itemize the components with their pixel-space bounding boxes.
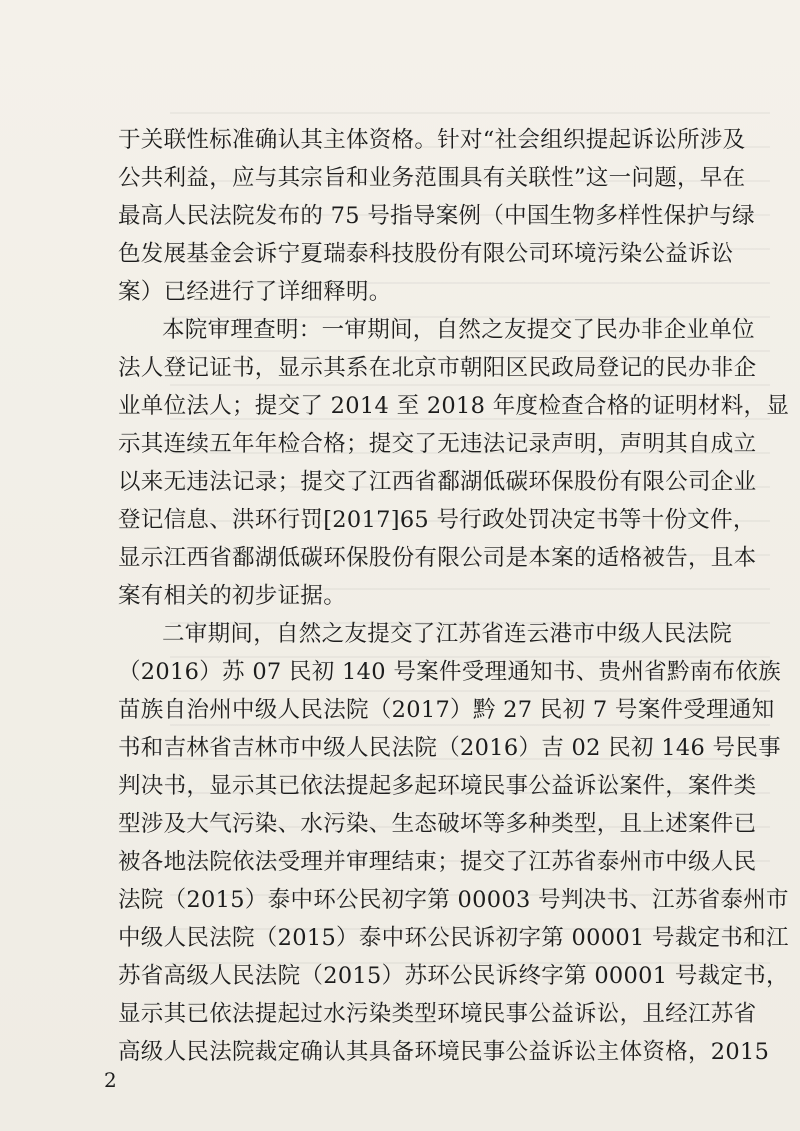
text-line: 以来无违法记录；提交了江西省鄱湖低碳环保股份有限公司企业 [118,469,757,495]
text-line: 书和吉林省吉林市中级人民法院（2016）吉 02 民初 146 号民事 [118,735,781,761]
text-line: 中级人民法院（2015）泰中环公民诉初字第 00001 号裁定书和江 [118,925,789,951]
text-line: 苗族自治州中级人民法院（2017）黔 27 民初 7 号案件受理通知 [118,697,775,723]
text-line: 型涉及大气污染、水污染、生态破坏等多种类型，且上述案件已 [118,811,757,837]
text-line: 法人登记证书，显示其系在北京市朝阳区民政局登记的民办非企 [118,355,757,381]
text-line: 案）已经进行了详细释明。 [118,279,392,305]
text-line: 色发展基金会诉宁夏瑞泰科技股份有限公司环境污染公益诉讼 [118,241,734,267]
text-line: 高级人民法院裁定确认其具备环境民事公益诉讼主体资格，2015 [118,1039,770,1065]
text-line: 登记信息、洪环行罚[2017]65 号行政处罚决定书等十份文件， [118,507,756,533]
text-line: 显示其已依法提起过水污染类型环境民事公益诉讼，且经江苏省 [118,1001,757,1027]
text-line: 业单位法人；提交了 2014 至 2018 年度检查合格的证明材料，显 [118,393,790,419]
text-line: 示其连续五年年检合格；提交了无违法记录声明，声明其自成立 [118,431,757,457]
text-line: 于关联性标准确认其主体资格。针对“社会组织提起诉讼所涉及 [118,127,746,153]
text-line: 法院（2015）泰中环公民初字第 00003 号判决书、江苏省泰州市 [118,887,789,913]
text-line: 判决书，显示其已依法提起多起环境民事公益诉讼案件，案件类 [118,773,757,799]
text-line: 苏省高级人民法院（2015）苏环公民诉终字第 00001 号裁定书， [118,963,789,989]
text-line: （2016）苏 07 民初 140 号案件受理通知书、贵州省黔南布依族 [118,659,781,685]
text-line: 被各地法院依法受理并审理结束；提交了江苏省泰州市中级人民 [118,849,757,875]
paragraph-start-line: 二审期间，自然之友提交了江苏省连云港市中级人民法院 [162,621,733,647]
text-line: 显示江西省鄱湖低碳环保股份有限公司是本案的适格被告，且本 [118,545,757,571]
page-number: 2 [104,1068,117,1092]
text-line: 案有相关的初步证据。 [118,583,347,609]
text-line: 最高人民法院发布的 75 号指导案例（中国生物多样性保护与绿 [118,203,755,229]
text-line: 公共利益，应与其宗旨和业务范围具有关联性”这一问题，早在 [118,165,746,191]
paragraph-start-line: 本院审理查明：一审期间，自然之友提交了民办非企业单位 [162,317,755,343]
